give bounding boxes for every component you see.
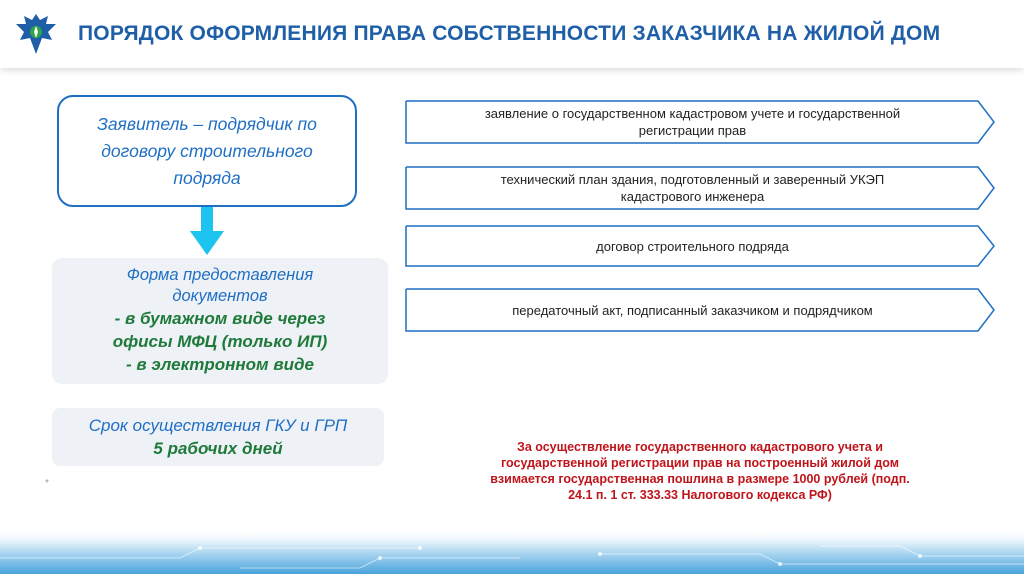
form-title-line: Форма предоставления [126, 266, 314, 284]
document-line: договор строительного подряда [596, 238, 789, 254]
applicant-line: подряда [173, 167, 241, 188]
form-option-line: офисы МФЦ (только ИП) [112, 332, 328, 351]
document-label [405, 225, 980, 267]
applicant-box [57, 95, 357, 207]
applicant-line: Заявитель – подрядчик по [97, 113, 317, 134]
document-item [405, 166, 995, 210]
fee-line: государственной регистрации прав на построенный жилой дом [500, 456, 900, 470]
fee-line: За осуществление государственного кадастрового учета и [517, 440, 883, 454]
header [0, 0, 1024, 68]
state-fee-note [440, 439, 960, 503]
form-option-line: - в бумажном виде через [114, 309, 326, 328]
form-option-line: - в электронном виде [126, 355, 314, 374]
document-line: регистрации прав [638, 123, 747, 138]
document-label [405, 100, 980, 144]
document-label [405, 288, 980, 332]
submission-form-box [52, 258, 388, 384]
page-title: ПОРЯДОК ОФОРМЛЕНИЯ ПРАВА СОБСТВЕННОСТИ ЗАКАЗЧИКА НА ЖИЛОЙ ДОМ [78, 22, 941, 45]
document-item [405, 288, 995, 332]
document-line: кадастрового инженера [620, 189, 765, 204]
fee-line: взимается государственная пошлина в размере 1000 рублей (подп. [490, 472, 910, 486]
footnote-mark: * [45, 478, 49, 489]
document-line: передаточный акт, подписанный заказчиком и подрядчиком [512, 302, 873, 318]
arrow-down-icon [190, 207, 224, 255]
document-line: технический план здания, подготовленный и заверенный УКЭП [500, 172, 885, 187]
document-item [405, 100, 995, 144]
eagle-emblem-icon [14, 10, 58, 58]
form-title-line: документов [172, 287, 268, 305]
applicant-line: договору строительного [101, 140, 313, 161]
fee-line: 24.1 п. 1 ст. 333.33 Налогового кодекса РФ) [568, 488, 832, 502]
document-line: заявление о государственном кадастровом учете и государственной [484, 106, 901, 121]
footer-decoration [0, 528, 1024, 574]
term-value: 5 рабочих дней [153, 439, 283, 458]
document-item [405, 225, 995, 267]
term-title: Срок осуществления ГКУ и ГРП [88, 416, 348, 435]
term-box [52, 408, 384, 466]
document-label [405, 166, 980, 210]
